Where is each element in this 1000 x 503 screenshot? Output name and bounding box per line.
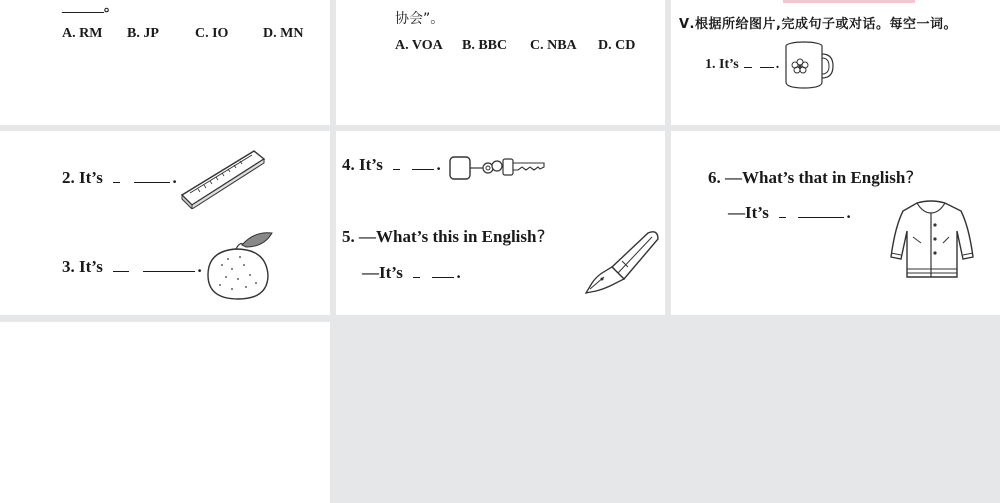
question-1	[705, 57, 779, 73]
section-title: Ⅴ.根据所给图片,完成句子或对话。每空一词。	[679, 17, 957, 32]
panel-section-five	[671, 0, 1000, 125]
answer-blank[interactable]	[432, 276, 454, 278]
option-b: B. BBC	[462, 38, 508, 53]
answer-blank[interactable]	[412, 168, 434, 170]
option-c: C. IO	[195, 26, 229, 41]
answer-blank[interactable]	[113, 181, 120, 183]
question-4	[342, 155, 441, 175]
option-d: D. MN	[263, 26, 304, 41]
question-6	[708, 168, 914, 188]
panel-question-6	[671, 131, 1000, 315]
answer-blank[interactable]	[393, 168, 400, 170]
option-d: D. CD	[598, 38, 636, 53]
answer-blank[interactable]	[143, 270, 195, 272]
panel-questions-2-3	[0, 131, 330, 315]
pen-icon	[582, 229, 662, 295]
question-continuation: 协会”。	[395, 11, 445, 27]
answer-blank[interactable]	[113, 270, 129, 272]
panel-questions-4-5	[336, 131, 665, 315]
question-5-text: 5. —What’s this in English	[342, 227, 537, 246]
question-2-text: 2. It’s	[62, 168, 103, 187]
panel-empty	[0, 322, 330, 503]
period: .	[172, 168, 177, 187]
ruler-icon	[178, 145, 266, 209]
answer-blank[interactable]	[413, 276, 420, 278]
question-4-text: 4. It’s	[342, 155, 383, 174]
question-6-text: 6. —What’s that in English	[708, 168, 906, 187]
question-mark: ?	[536, 227, 546, 247]
question-5-answer	[362, 263, 461, 283]
orange-icon	[202, 231, 278, 303]
answer-blank[interactable]	[798, 216, 844, 218]
period: .	[775, 57, 780, 72]
answer-blank-mark: ______。	[62, 0, 118, 15]
question-3-text: 3. It’s	[62, 257, 103, 276]
answer-blank[interactable]	[779, 216, 786, 218]
question-5	[342, 227, 546, 247]
period: .	[197, 257, 202, 276]
period: .	[456, 263, 461, 282]
question-1-text: 1. It’s	[705, 57, 739, 72]
option-c: C. NBA	[530, 38, 577, 53]
header-accent-bar	[783, 0, 915, 3]
answer-blank[interactable]	[744, 66, 752, 68]
answer-prefix: —It’s	[362, 263, 403, 282]
period: .	[846, 203, 851, 222]
question-mark: ?	[905, 168, 915, 188]
answer-blank[interactable]	[134, 181, 170, 183]
panel-question-options-1	[0, 0, 330, 125]
option-a: A. RM	[62, 26, 103, 41]
option-b: B. JP	[127, 26, 159, 41]
panel-question-options-2	[336, 0, 665, 125]
mug-icon	[782, 38, 834, 92]
question-2	[62, 168, 177, 188]
key-icon	[448, 151, 548, 185]
question-6-answer	[728, 203, 851, 223]
question-3	[62, 257, 202, 277]
jacket-icon	[889, 197, 975, 281]
answer-blank[interactable]	[760, 66, 774, 68]
option-a: A. VOA	[395, 38, 443, 53]
answer-prefix: —It’s	[728, 203, 769, 222]
period: .	[436, 155, 441, 174]
